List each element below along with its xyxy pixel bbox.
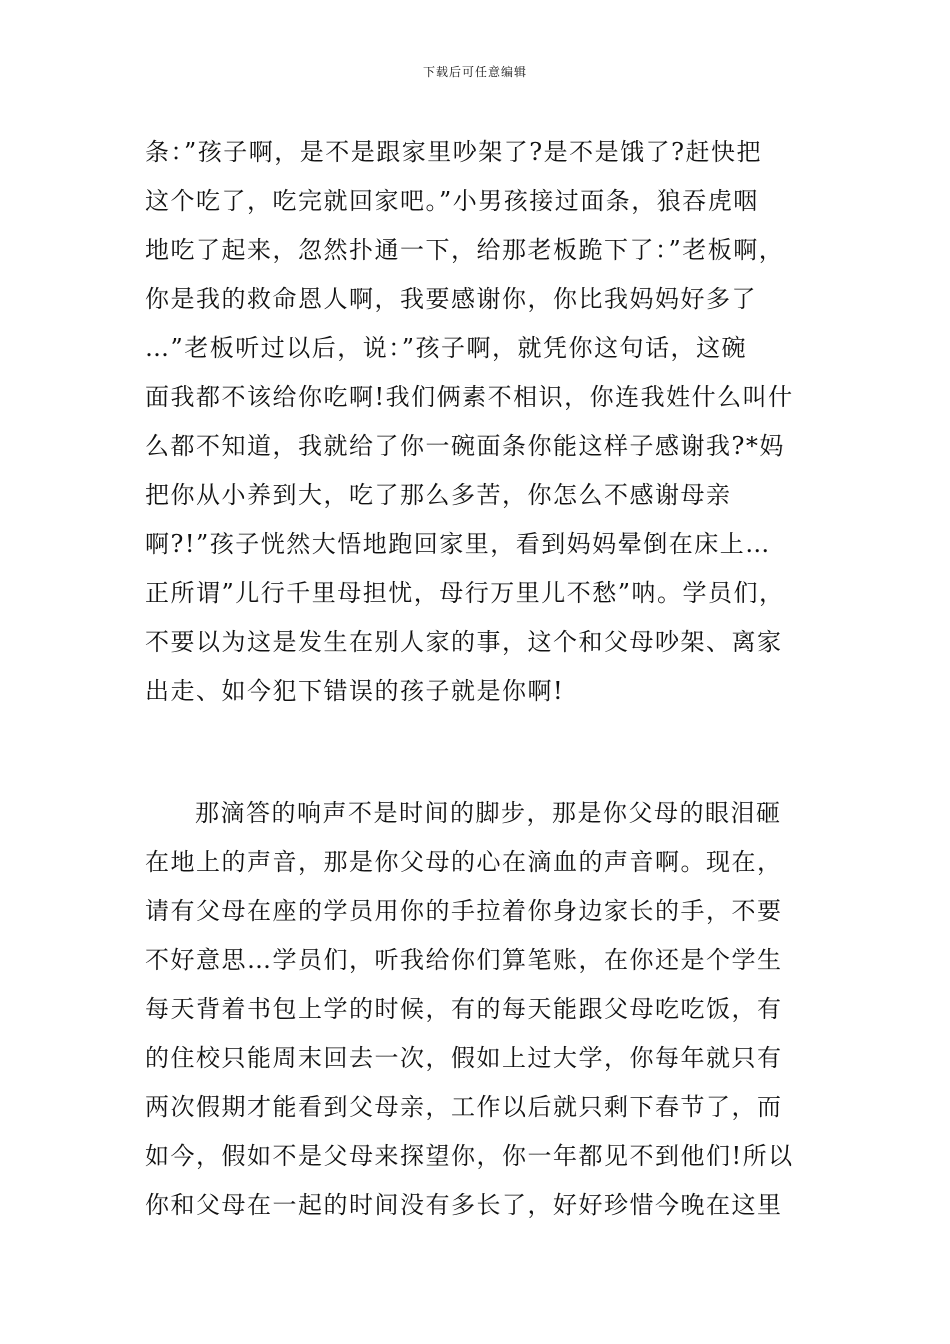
paragraph-spacer [145,716,835,789]
text-line: 条：”孩子啊，是不是跟家里吵架了?是不是饿了?赶快把 [145,138,763,166]
text-line: 两次假期才能看到父母亲，工作以后就只剩下春节了，而 [145,1093,783,1121]
text-line: 出走、如今犯下错误的孩子就是你啊! [145,677,565,705]
header-note: 下载后可任意编辑 [422,65,527,79]
text-line-indented: 那滴答的响声不是时间的脚步，那是你父母的眼泪砸 [195,799,782,827]
text-line: …”老板听过以后，说：”孩子啊，就凭你这句话，这碗 [145,334,748,362]
text-line: 面我都不该给你吃啊!我们俩素不相识，你连我姓什么叫什 [145,383,794,411]
text-line: 正所谓”儿行千里母担忧，母行万里儿不愁”呐。学员们， [145,579,785,607]
text-line: 啊?!”孩子恍然大悟地跑回家里，看到妈妈晕倒在床上… [145,530,771,558]
text-line: 在地上的声音，那是你父母的心在滴血的声音啊。现在， [145,848,783,876]
text-line: 把你从小养到大，吃了那么多苦，你怎么不感谢母亲 [145,481,732,509]
text-line: 的住校只能周末回去一次，假如上过大学，你每年就只有 [145,1044,783,1072]
document-body [145,128,835,1230]
text-line: 不好意思…学员们，听我给你们算笔账，在你还是个学生 [145,946,783,974]
paragraph-2 [145,789,835,1230]
paragraph-1 [145,128,835,716]
text-line: 你是我的救命恩人啊，我要感谢你，你比我妈妈好多了 [145,285,757,313]
text-line: 你和父母在一起的时间没有多长了，好好珍惜今晚在这里 [145,1191,783,1219]
text-line: 地吃了起来，忽然扑通一下，给那老板跪下了：”老板啊， [145,236,785,264]
text-line: 不要以为这是发生在别人家的事，这个和父母吵架、离家 [145,628,783,656]
text-line: 请有父母在座的学员用你的手拉着你身边家长的手，不要 [145,897,783,925]
text-line: 每天背着书包上学的时候，有的每天能跟父母吃吃饭，有 [145,995,783,1023]
text-line: 么都不知道，我就给了你一碗面条你能这样子感谢我?*妈 [145,432,785,460]
text-line: 如今，假如不是父母来探望你，你一年都见不到他们!所以 [145,1142,794,1170]
text-line: 这个吃了，吃完就回家吧。”小男孩接过面条，狼吞虎咽 [145,187,759,215]
